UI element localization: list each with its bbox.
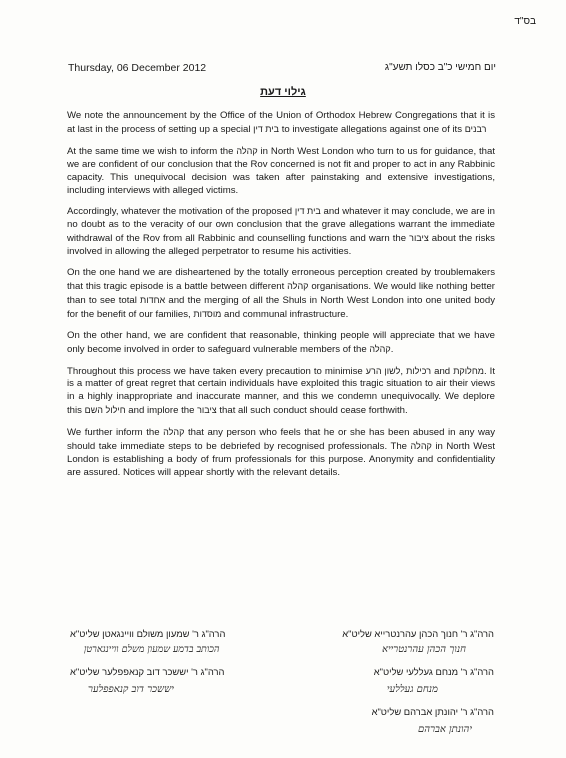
- signatory-name: הרה"ג ר' חנוך הכהן עהרנטרייא שליט"א: [342, 628, 494, 639]
- text: and the merging of all the Shuls in North West London into one united body for the benefit of our families,: [67, 294, 496, 320]
- text: We further inform the: [67, 427, 160, 439]
- hebrew-term: קהלה: [369, 343, 391, 354]
- text: At the same time we wish to inform the: [67, 145, 234, 157]
- handwritten-signature: חנוך הכהן עהרנטרייא: [381, 644, 466, 655]
- text: and: [434, 365, 451, 377]
- paragraph-1: [67, 110, 495, 137]
- text: in North West London is establishing a body of frum professionals for this purpose. Anonymity and confidentiality are assured. Notices will appear shortly with the relevant details.: [67, 441, 495, 478]
- text: On the one hand we are disheartened by the totally erroneous perception created by troublemakers that this tragic episode is a battle between different: [67, 267, 495, 292]
- text: and whatever it may conclude, we are in no doubt as to the veracity of our own conclusion that the grave allegations warrant the immediate withdrawal of the Rov from all Rabbinic and counselling functions and warn the: [67, 206, 495, 245]
- text: ,: [400, 365, 404, 377]
- signatory-name: הרה"ג ר' שמעון משולם וויינגאטן שליט"א: [70, 628, 226, 639]
- hebrew-term: מוסדות: [193, 308, 222, 319]
- paragraph-7: [67, 426, 495, 480]
- paragraph-5: [67, 330, 495, 357]
- paragraph-6: [67, 365, 495, 419]
- handwritten-signature: הכותב בדמע שמעון משלם וויינגארטן: [84, 644, 220, 655]
- text: and implore the: [128, 405, 195, 417]
- letter-subject: גילוי דעת: [260, 86, 306, 98]
- hebrew-term: קהלה: [163, 427, 185, 438]
- hebrew-term: קהלה: [287, 280, 309, 291]
- date-hebrew: יום חמישי כ"ב כסלו תשע"ג: [384, 62, 496, 73]
- hebrew-term: ציבור: [197, 405, 217, 416]
- date-english: Thursday, 06 December 2012: [68, 62, 207, 74]
- text: We note the announcement by the Office of the Union of Orthodox Hebrew Congregations that it is at last in the process of setting up a special: [67, 110, 495, 135]
- handwritten-signature: יששכר דוב קנאפפלער: [88, 684, 174, 695]
- hebrew-term: בית דין: [253, 123, 280, 134]
- handwritten-signature: מנחם געללעי: [386, 684, 438, 695]
- bsd-mark: בס"ד: [514, 16, 536, 27]
- text: Accordingly, whatever the motivation of the proposed: [67, 206, 293, 218]
- hebrew-term: רבנים: [464, 123, 487, 134]
- hebrew-term: חילול השם: [84, 405, 126, 416]
- text: that all such conduct should cease forthwith.: [219, 405, 408, 417]
- text: that any person who feels that he or she has been abused in any way should take immediate steps to be debriefed by recognised professionals. The: [67, 427, 495, 453]
- signatory-name: הרה"ג ר' יהונתן אברהם שליט"א: [371, 706, 494, 717]
- letter-body: [67, 110, 495, 488]
- text: to investigate allegations against one of its: [281, 123, 463, 135]
- hebrew-term: מחלוקת: [453, 365, 484, 376]
- hebrew-term: לשון הרע: [365, 365, 401, 376]
- hebrew-term: קהלה: [410, 441, 432, 452]
- signatory-name: הרה"ג ר' מנחם געללעי שליט"א: [373, 666, 494, 677]
- text: organisations. We would like nothing better than to see total: [67, 280, 495, 306]
- text: and communal infrastructure.: [224, 308, 349, 320]
- paragraph-4: [67, 267, 495, 322]
- text: On the other hand, we are confident that reasonable, thinking people will appreciate that we have only become involved in order to safeguard vulnerable members of the: [67, 329, 495, 355]
- hebrew-term: רכילות: [406, 365, 432, 376]
- handwritten-signature: יהונתן אברהם: [418, 724, 472, 735]
- hebrew-term: קהלה: [236, 145, 258, 156]
- text: in North West London who turn to us for guidance, that we are confident of our conclusion that the Rov concerned is not fit and proper to act in any Rabbinic capacity. This unequivocal decision was taken after painstaking and extensive investigations, including interviews with alleged victims.: [67, 145, 496, 196]
- hebrew-term: אחדות: [140, 294, 166, 305]
- hebrew-term: ציבור: [409, 233, 429, 244]
- hebrew-term: בית דין: [294, 206, 321, 217]
- paragraph-3: [67, 205, 495, 259]
- text: .: [390, 343, 394, 355]
- text: Throughout this process we have taken every precaution to minimise: [67, 365, 363, 377]
- text: about the risks involved in allowing the alleged perpetrator to resume his activities.: [67, 233, 495, 258]
- paragraph-2: [67, 145, 495, 198]
- text: . It is a matter of great regret that certain individuals have exploited this tragic situation to air their views in a highly inappropriate and inaccurate manner, and this we condemn unequivocally. We deplore this: [67, 365, 495, 417]
- signatory-name: הרה"ג ר' יששכר דוב קנאפפלער שליט"א: [70, 666, 225, 677]
